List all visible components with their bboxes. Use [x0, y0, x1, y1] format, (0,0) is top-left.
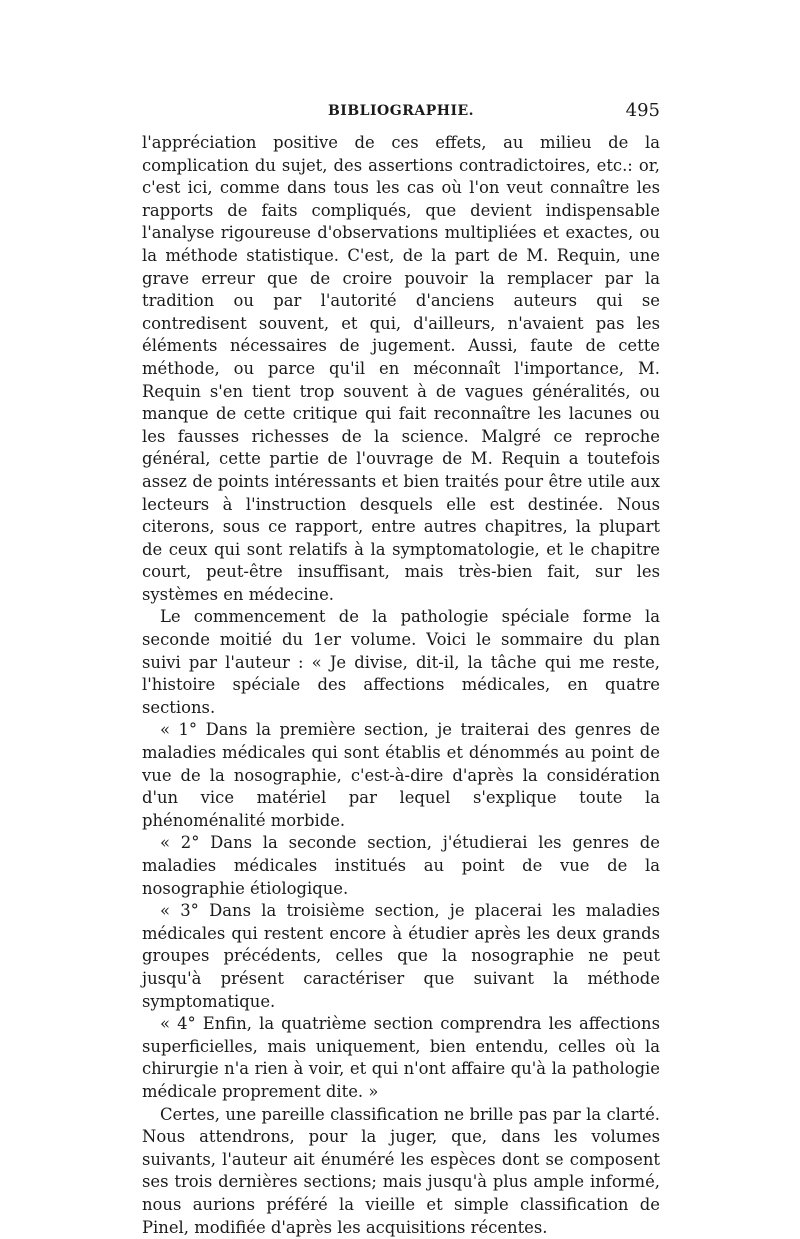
paragraph: « 3° Dans la troisième section, je placerai les maladies médicales qui restent encore à étudier après les deux grands groupes précédents, celles que la nosographie ne peut jusqu'à présent caractériser que suivant la méthode symptomatique.	[142, 901, 660, 1011]
body-text	[142, 132, 660, 1239]
paragraph: Certes, une pareille classification ne brille pas par la clarté. Nous attendrons, pour la juger, que, dans les volumes suivants, l'auteur ait énuméré les espèces dont se composent ses trois dernières sections; mais jusqu'à plus ample informé, nous aurions préféré la vieille et simple classification de Pinel, modifiée d'après les acquisitions récentes.	[142, 1104, 660, 1237]
paragraph: « 4° Enfin, la quatrième section comprendra les affections superficielles, mais uniquement, bien entendu, celles où la chirurgie n'a rien à voir, et qui n'ont affaire qu'à la pathologie médicale proprement dite. »	[142, 1014, 660, 1101]
page-header	[142, 100, 660, 128]
paragraph: Le commencement de la pathologie spéciale forme la seconde moitié du 1er volume. Voici le sommaire du plan suivi par l'auteur : « Je divise, dit-il, la tâche qui me reste, l'histoire spéciale des affections médicales, en quatre sections.	[142, 607, 660, 717]
running-title: BIBLIOGRAPHIE.	[327, 103, 475, 119]
paragraph: l'appréciation positive de ces effets, au milieu de la complication du sujet, des assertions contradictoires, etc.: or, c'est ici, comme dans tous les cas où l'on veut connaître les rapports de faits compliqués, que devient indispensable l'analyse rigoureuse d'observations multipliées et exactes, ou la méthode statistique. C'est, de la part de M. Requin, une grave erreur que de croire pouvoir la remplacer par la tradition ou par l'autorité d'anciens auteurs qui se contredisent souvent, et qui, d'ailleurs, n'avaient pas les éléments nécessaires de jugement. Aussi, faute de cette méthode, ou parce qu'il en méconnaît l'importance, M. Requin s'en tient trop souvent à de vagues généralités, ou manque de cette critique qui fait reconnaître les lacunes ou les fausses richesses de la science. Malgré ce reproche général, cette partie de l'ouvrage de M. Requin a toutefois assez de points intéressants et bien traités pour être utile aux lecteurs à l'instruction desquels elle est destinée. Nous citerons, sous ce rapport, entre autres chapitres, la plupart de ceux qui sont relatifs à la symptomatologie, et le chapitre court, peut-être insuffisant, mais très-bien fait, sur les systèmes en médecine.	[142, 133, 660, 604]
book-page	[142, 100, 660, 1239]
paragraph: « 1° Dans la première section, je traiterai des genres de maladies médicales qui sont établis et dénommés au point de vue de la nosographie, c'est-à-dire d'après la considération d'un vice matériel par lequel s'explique toute la phénoménalité morbide.	[142, 720, 660, 830]
paragraph: « 2° Dans la seconde section, j'étudierai les genres de maladies médicales institués au point de vue de la nosographie étiologique.	[142, 833, 660, 898]
page-number: 495	[625, 100, 660, 121]
